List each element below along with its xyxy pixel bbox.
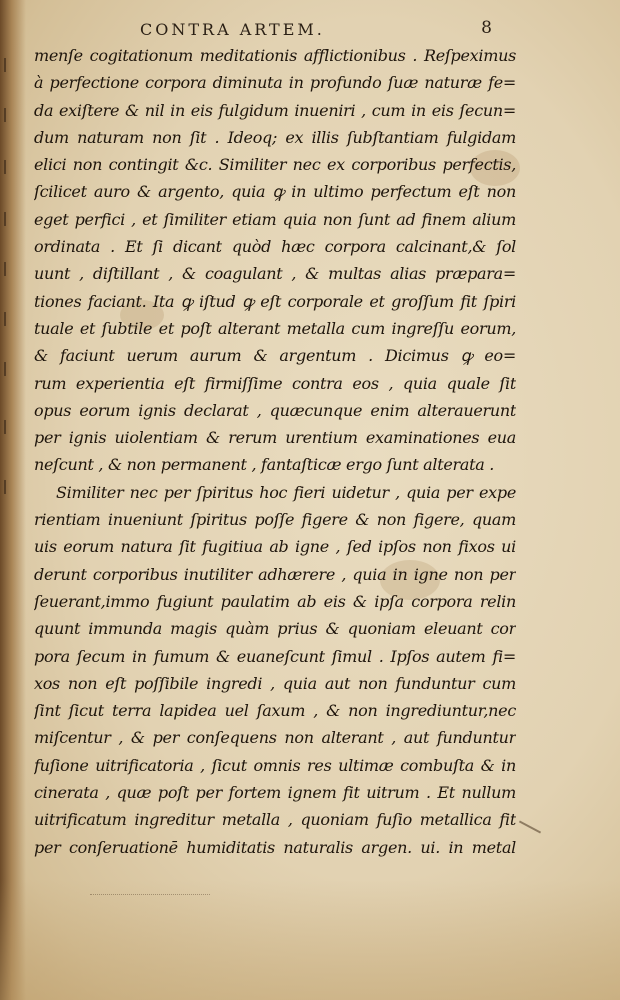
paper-stain	[0, 880, 620, 1000]
text-line: ſint ſicut terra lapidea uel ſaxum , & non ingrediuntur,nec	[34, 701, 516, 721]
text-line: per conſeruationē humiditatis naturalis argen. ui. in metal	[34, 837, 516, 857]
text-line: & faciunt uerum aurum & argentum . Dicimus ꝙ eo=	[34, 346, 516, 366]
text-line: elici non contingit &c. Similiter nec ex corporibus perfectis,	[34, 155, 516, 175]
text-line: uitrificatum ingreditur metalla , quoniam fuſio metallica fit	[34, 810, 516, 830]
margin-mark	[4, 160, 6, 174]
text-line: miſcentur , & per conſequens non alterant , aut funduntur	[34, 728, 516, 748]
running-head: CONTRA ARTEM.	[140, 20, 325, 39]
text-line: menſe cogitationum meditationis afflictionibus . Reſpeximus	[34, 46, 516, 65]
text-line: uunt , diſtillant , & coagulant , & multas alias præpara=	[34, 264, 516, 284]
text-line: opus eorum ignis declarat , quæcunque enim alterauerunt	[34, 400, 516, 420]
left-margin-marks	[0, 0, 20, 1000]
text-line: pora ſecum in fumum & euaneſcunt ſimul . Ipſos autem fi=	[34, 646, 516, 666]
text-line: neſcunt , & non permanent , fantaſticæ ergo ſunt alterata .	[34, 455, 495, 475]
text-line: ſcilicet auro & argento, quia ꝙ in ultimo perfectum eſt non	[34, 182, 516, 202]
text-line: rum experientia eſt firmiſſime contra eos , quia quale ſit	[34, 373, 516, 393]
text-line: tuale et ſubtile et poſt alterant metalla cum ingreſſu eorum,	[34, 318, 516, 338]
margin-mark	[4, 420, 6, 434]
page-number: 8	[481, 18, 492, 38]
margin-mark	[4, 58, 6, 72]
margin-mark	[4, 108, 6, 122]
text-line: per ignis uiolentiam & rerum urentium examinationes eua	[34, 428, 516, 448]
text-line: ordinata . Et ſi dicant quòd hæc corpora calcinant,& ſol	[34, 237, 516, 257]
ink-smudge	[90, 880, 210, 895]
text-line: eget perfici , et ſimiliter etiam quia non ſunt ad finem alium	[34, 209, 516, 229]
ink-mark	[519, 820, 541, 833]
text-line: fuſione uitrificatoria , ſicut omnis res ultimæ combuſta & in	[34, 755, 516, 775]
text-line: rientiam inueniunt ſpiritus poſſe figere & non figere, quam	[34, 510, 516, 530]
margin-mark	[4, 312, 6, 326]
text-line: dum naturam non ſit . Ideoq; ex illis ſubſtantiam fulgidam	[34, 127, 516, 147]
body-text	[34, 42, 516, 861]
margin-mark	[4, 262, 6, 276]
text-line: Similiter nec per ſpiritus hoc fieri uidetur , quia per expe	[56, 482, 516, 502]
margin-mark	[4, 362, 6, 376]
text-line: derunt corporibus inutiliter adhærere , quia in igne non per	[34, 564, 516, 584]
text-line: tiones faciant. Ita ꝙ iſtud ꝙ eſt corporale et groſſum fit ſpiri	[34, 291, 516, 311]
page-header	[140, 20, 520, 44]
margin-mark	[4, 480, 6, 494]
text-line: ſeuerant,immo fugiunt paulatim ab eis & ipſa corpora relin	[34, 591, 516, 611]
margin-mark	[4, 212, 6, 226]
text-line: cinerata , quæ poſt per fortem ignem fit uitrum . Et nullum	[34, 783, 516, 803]
text-line: da exiſtere & nil in eis fulgidum inueniri , cum in eis ſecun=	[34, 100, 516, 120]
text-line: quunt immunda magis quàm prius & quoniam eleuant cor	[34, 619, 516, 639]
text-line: à perfectione corpora diminuta in profundo ſuæ naturæ fe=	[34, 73, 516, 93]
text-line: uis eorum natura ſit fugitiua ab igne , ſed ipſos non fixos ui	[34, 537, 516, 557]
text-line: xos non eſt poſſibile ingredi , quia aut non funduntur cum	[34, 673, 516, 693]
